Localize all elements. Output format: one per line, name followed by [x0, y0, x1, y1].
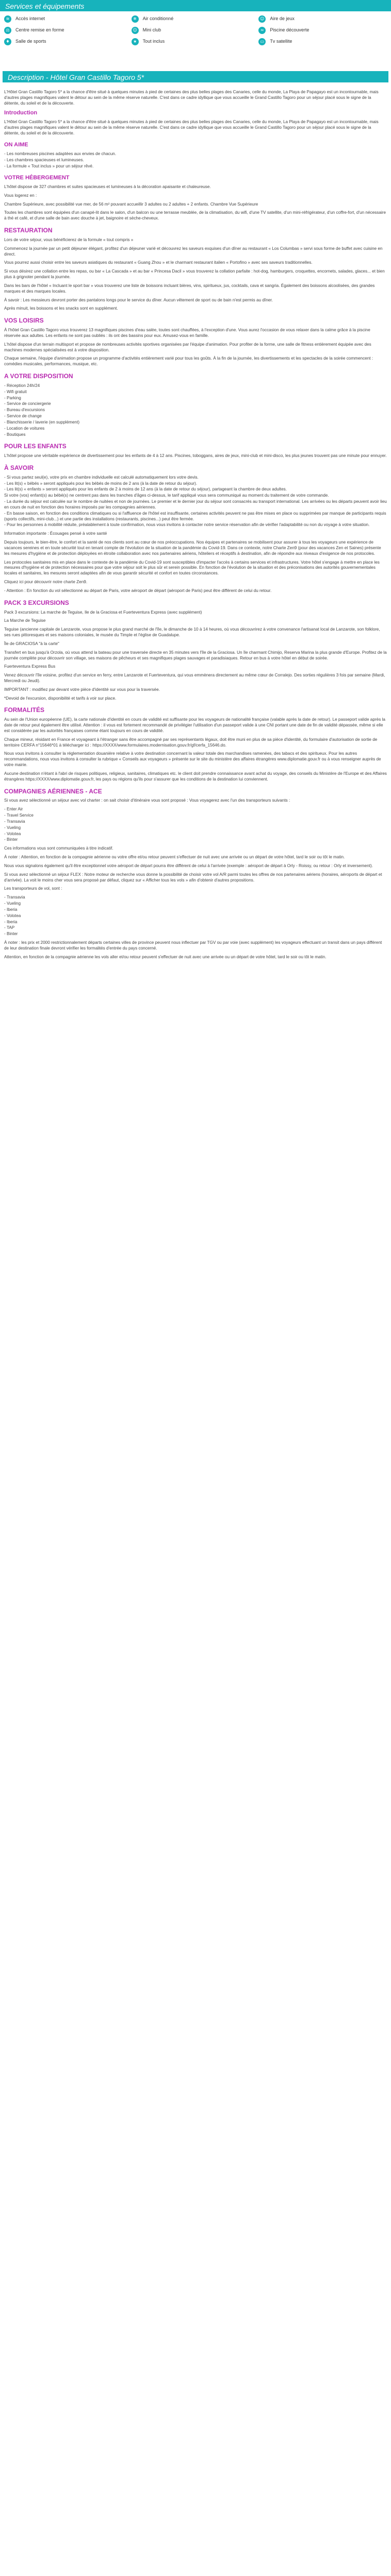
service-item [258, 38, 386, 45]
pool-icon: ≈ [258, 27, 266, 34]
list-item: - Vueling [4, 825, 21, 830]
services-banner: Services et équipements [0, 0, 391, 11]
kids-club-icon: ☺ [132, 27, 139, 34]
service-item [258, 15, 386, 23]
service-item [258, 27, 386, 34]
list-item: - Les lit(s) « enfants » seront appliqués pour les enfants de 2 à moins de 12 ans (à la date de retour du séjour), partageant la chambre de deux adultes. [4, 487, 287, 492]
list-item: - Transavia [4, 819, 25, 824]
intro-paragraph: L'Hôtel Gran Castillo Tagoro 5* a la chance d'être situé à quelques minutes à pied de certaines des plus belles plages des Canaries, celle du monde, La Playa de Papagayo est un incontournable, mais d'autres plages magnifiques valent le détour au sein de la même réserve naturelle. C'est dans ce cadre idyllique que vous accueille le Grand Castillo Tagoro pour un séjour placé sous le signe de la détente, du soleil et de la découverte. [4, 90, 379, 106]
formalites-paragraph: Au sein de l'Union européenne (UE), la carte nationale d'identité en cours de validité est suffisante pour les voyageurs de nationalité française (valable après la date de retour). Le passeport valide après la date de retour peut également être utilisé. Attention : il vous est fortement recommandé de privilégier l'utilisation d'un passeport valide à une CNI portant une date de fin de validité dépassée, même si elle est considérée par les autorités françaises comme étant toujours en cours de validité. [4, 717, 385, 733]
playground-icon: ☺ [258, 15, 266, 23]
formalites-paragraph: Chaque mineur, résidant en France et voyageant à l'étranger sans être accompagné par ses représentants légaux, doit être muni en plus de sa pièce d'identité, du formulaire d'autorisation de sortie de territoire CERFA n°15646*01 à télécharger ici : https://XXXX/www.formulaires.modernisation.gouv.fr/gf/cerfa_15646.do. [4, 737, 378, 748]
list-item: - Binter [4, 837, 18, 842]
introduction-heading: Introduction [4, 110, 38, 116]
disposition-heading: A VOTRE DISPOSITION [4, 372, 73, 380]
list-item: - Les chambres spacieuses et lumineuses. [4, 157, 84, 162]
restauration-paragraph: Dans les bars de l'hôtel « Incluant le sport bar » vous trouverez une liste de boissons incluant bières, vins, spiritueux, jus, cocktails, cava et sangria. Également des boissons alcoolisées, des grandes marques et des marques locales. [4, 283, 375, 294]
description-content [0, 90, 391, 960]
service-label: Centre remise en forme [15, 27, 64, 33]
asavoir-paragraph: Les protocoles sanitaires mis en place dans le contexte de la pandémie du Covid-19 sont susceptibles d'impacter l'accès à certains services et infrastructures. Votre hôtel s'engage à mettre en place les mesures d'hygiène et de protection nécessaires pour que votre séjour soit le plus sûr et serein possible. En fonction de l'évolution de la situation et des préconisations des autorités gouvernementales locales et sanitaires, les mesures seront adaptées afin de vous garantir sécurité et confort en toutes circonstances. [4, 560, 380, 576]
list-item: - Les lit(s) « bébés » seront appliqués pour les bébés de moins de 2 ans (à la date de retour du séjour). [4, 481, 198, 486]
compagnies-paragraph: Si vous avez sélectionné un séjour FLEX : Notre moteur de recherche vous donne la possibilité de choisir votre vol A/R parmi toutes les offres de nos partenaires aériens (horaires, aéroports de départ et d'arrivée). La voit le moins cher vous sera proposé par défaut, cliquez sur « Afficher tous les vols » afin d'obtenir d'autres propositions. [4, 872, 382, 883]
formalites-heading: FORMALITÉS [4, 706, 44, 714]
asavoir-list [4, 475, 387, 528]
enfants-heading: POUR LES ENFANTS [4, 443, 67, 450]
service-item [4, 38, 132, 45]
fitness-icon: ⚖ [4, 27, 11, 34]
excursions-paragraph: Fuerteventura Express Bus [4, 664, 56, 669]
list-item: - En basse saison, en fonction des conditions climatiques ou si l'affluence de l'hôtel est insuffisante, certaines activités peuvent ne pas être mises en place ou supprimées par manque de participants requis (sports collectifs, mini-club...) et une partie des installations (restaurants, piscines...) peut être fermée. [4, 511, 386, 521]
carrier-list-charter [4, 807, 387, 843]
enfants-paragraph: L'hôtel propose une véritable expérience de divertissement pour les enfants de 4 à 12 ans. Piscines, toboggans, aires de jeux, mini-club et mini-disco, les plus jeunes trouvent pas une minute pour ennuyer. [4, 453, 387, 459]
list-item: - Bureau d'excursions [4, 408, 45, 413]
list-item: - Service de change [4, 414, 42, 419]
service-label: Tv satellite [270, 39, 292, 44]
list-item: - Boutiques [4, 432, 26, 437]
compagnies-paragraph: Si vous avez sélectionné un séjour avec vol charter : on sait choisir d'itinéraire vous sont proposé : Vous voyagerez avec l'un des transporteurs suivants : [4, 798, 290, 803]
introduction-paragraph: L'Hôtel Gran Castillo Tagoro 5* a la chance d'être situé à quelques minutes à pied de certaines des plus belles plages des Canaries, celle du monde, La Playa de Papagayo est un incontournable, mais d'autres plages magnifiques valent le détour au sein de la même réserve naturelle. C'est dans ce cadre idyllique que vous accueille le Grand Castillo Tagoro pour un séjour placé sous le signe de la détente, du soleil et de la découverte. [4, 120, 379, 135]
hebergement-heading: VOTRE HÉBERGEMENT [4, 175, 70, 181]
asavoir-paragraph: Depuis toujours, le bien-être, le confort et la santé de nos clients sont au cœur de nos préoccupations. Nos équipes et partenaires se mobilisent pour assurer à tous les voyageurs une expérience de vacances sereines et en toute sécurité tout en tenant compte de l'évolution de la situation de la pandémie du Covid-19. Dans ce contexte, notre Charte Zen9 (pour des vacances Zen et Saines) présente les mesures d'hygiène et de protection déployées en étroite collaboration avec nos partenaires aériens, hôteliers et réceptifs à destination, afin de répondre aux niveaux d'exigence de nos protocoles. [4, 540, 381, 556]
list-item: Si votre (vos) enfant(s) au bébé(s) ne centrent pas dans les tranches d'âges ci-dessus, le tarif appliqué vous sera communiqué au moment du traitement de votre commande. [4, 493, 329, 498]
list-item: - Location de voitures [4, 426, 45, 431]
hebergement-paragraph: Vous logerez en : [4, 193, 37, 198]
hebergement-paragraph: Chambre Supérieure, avec possibilité vue mer, de 56 m² pouvant accueillir 3 adultes ou 2 adultes + 2 enfants. Chambre Vue Supérieure [4, 201, 258, 207]
restauration-paragraph: Lors de votre séjour, vous bénéficierez de la formule « tout compris » [4, 237, 134, 242]
service-label: Aire de jeux [270, 16, 295, 22]
list-item: - Travel Service [4, 813, 34, 818]
excursions-paragraph: La Marche de Teguise [4, 618, 46, 623]
compagnies-paragraph: À noter : Attention, en fonction de la compagnie aérienne ou votre offre et/ou retour peuvent s'effectuer de nuit avec une arrivée ou un départ de votre hôtel, tard le soir ou tôt le matin. [4, 855, 345, 860]
all-inclusive-icon: ★ [132, 38, 139, 45]
service-item [4, 15, 132, 23]
asavoir-paragraph: - Attention : En fonction du vol sélectionné au départ de Paris, votre aéroport de départ (aéroport de Paris) peut être différent de celui du retour. [4, 588, 272, 593]
loisirs-paragraph: Chaque semaine, l'équipe d'animation propose un programme d'activités entièrement varié pour tous les goûts. À la fin de la journée, les divertissements et les spectacles de la soirée commencent : comédies musicales, performances, musique, etc. [4, 356, 373, 367]
list-item: - Iberia [4, 907, 18, 912]
list-item: - Wifi gratuit [4, 389, 27, 394]
list-item: - Binter [4, 931, 18, 937]
list-item: - Iberia [4, 919, 18, 924]
hebergement-paragraph: Toutes les chambres sont équipées d'un canapé-lit dans le salon, d'un balcon ou une terrasse meublée, de la climatisation, du wifi, d'une TV satellite, d'un mini-réfrigérateur, d'un coffre-fort, d'un nécessaire à thé et café, et d'une salle de bain avec douche à jet, baignoire et sèche-cheveux. [4, 210, 386, 221]
compagnies-paragraph: Ces informations vous sont communiquées à titre indicatif. [4, 846, 113, 851]
list-item: - Volotea [4, 913, 21, 918]
list-item: - Réception 24h/24 [4, 383, 40, 388]
compagnies-paragraph: À noter : les prix et 2000 restrictionnalement départs certaines villes de province peuvent nous inflectuer par TGV ou par voie (avec supplément) les voyageurs effectuant un transit dans un pays différent de leur destination finale devront vérifier les formalités d'entrée du pays concerné. [4, 940, 382, 951]
restauration-paragraph: À savoir : Les messieurs devront porter des pantalons longs pour le service du dîner. Aucun vêtement de sport ou de bain n'est permis au dîner. [4, 297, 273, 302]
charte-zen-link[interactable]: Cliquez ici pour découvrir notre charte Zen9. [4, 580, 88, 585]
snowflake-icon: ❄ [132, 15, 139, 23]
excursions-paragraph: Transfert en bus jusqu'à Orzola, où vous attend la bateau pour une traversée directe en 35 minutes vers l'île de la Graciosa. Un île charmant Chimijo, Reserva Marina la plus grande d'Europe. Profitez de la journée complète pour découvrir son village, ses maisons de pêcheurs et ses magnifiques plages sauvages et paradisiaques. Retour en bus à votre hôtel en début de soirée. [4, 650, 387, 660]
disposition-list [4, 383, 387, 437]
on-aime-heading: ON AIME [4, 142, 28, 148]
on-aime-list [4, 151, 387, 169]
compagnies-paragraph: Nous vous signalons également qu'il être exceptionnel votre aéroport de départ pourra être différent de celui à l'arrivée (exemple : aéroport de départ à Orly - Roissy, ou retour : Orly et inversement). [4, 863, 373, 868]
list-item: - Les nombreuses piscines adaptées aux envies de chacun. [4, 151, 117, 156]
excursions-paragraph: Teguise (ancienne capitale de Lanzarote, vous propose le plus grand marché de l'île, le dimanche de 10 à 14 heures, où vous découvrirez à votre convenance l'artisanat local de Lanzarote, son folklore, ses rues pittoresques et ses maisons coloniales, le musée du Timple et l'église de Guadalupe. [4, 627, 380, 638]
restauration-paragraph: Vous pourrez aussi choisir entre les saveurs asiatiques du restaurant « Guang Zhou » et le charmant restaurant italien « Portofino » avec ses saveurs traditionnelles. [4, 260, 313, 265]
formalites-paragraph: Aucune destination n'étant à l'abri de risques politiques, religieux, sanitaires, climatiques etc. le client doit prendre connaissance avant achat du voyage, des conseils du Ministère de l'Europe et des Affaires étrangères https://XXXX/www.diplomatie.gouv.fr, les pays ou régions qu'ils pour s'assurer que les conditions de la destination lui conviennent. [4, 771, 387, 782]
service-label: Salle de sports [15, 39, 46, 44]
loisirs-paragraph: L'hôtel dispose d'un terrain multisport et propose de nombreuses activités sportives organisées par l'équipe d'animation. Pour profiter de la forme, une salle de fitness entièrement équipée avec des machines modernes spécialisées est à votre disposition. [4, 342, 371, 352]
service-item [132, 27, 259, 34]
service-item [4, 27, 132, 34]
list-item: - La formule « Tout inclus » pour un séjour rêvé. [4, 163, 94, 168]
list-item: - Volotea [4, 831, 21, 836]
list-item: - Service de conciergerie [4, 401, 51, 406]
excursions-paragraph: Pack 3 excursions: La marche de Teguise, Ile de la Graciosa et Fuerteventura Express (avec supplément) [4, 609, 202, 615]
restauration-paragraph: Commencez la journée par un petit déjeuner élégant, profitez d'un déjeuner varié et découvrez les saveurs exquises d'un dîner au restaurant « Los Columbas » servi sous forme de buffet avec cuisine en direct. [4, 246, 383, 257]
service-label: Mini club [142, 27, 161, 33]
asavoir-paragraph: Information importante : Écouages pensé à votre santé [4, 531, 107, 536]
excursions-paragraph: Île de GRACIOSA "à la carte" [4, 641, 59, 646]
compagnies-paragraph: Attention, en fonction de la compagnie aérienne les vols aller et/ou retour peuvent s'effectuer de nuit avec une arrivée ou un départ de votre hôtel, tard le soir ou tôt le matin. [4, 954, 327, 959]
list-item: - TAP [4, 925, 15, 930]
hebergement-paragraph: L'hôtel dispose de 327 chambres et suites spacieuses et lumineuses à la décoration apaisante et chaleureuse. [4, 184, 211, 189]
service-label: Tout inclus [142, 39, 165, 44]
compagnies-heading: COMPAGNIES AÉRIENNES - ACE [4, 787, 102, 795]
restauration-paragraph: Après minuit, les boissons et les snacks sont en supplément. [4, 306, 118, 311]
excursions-paragraph: *Devoid de l'excursion, disponibilité et tarifs à voir sur place. [4, 696, 117, 701]
list-item: - Transavia [4, 895, 25, 900]
excursions-paragraph: IMPORTANT : modifiez par devant votre pièce d'identité sur vous pour la traversée. [4, 687, 160, 692]
restauration-heading: RESTAURATION [4, 227, 53, 234]
restauration-paragraph: Si vous désirez une collation entre les repas, ou bar « La Cascada » et au bar « Princesa Dacil » vous trouverez la collation parfaite : hot-dog, hamburgers, croquettes, encornets, salades, glaces... et bien plus à grignoter pendant la journée. [4, 269, 385, 280]
gym-icon: ♦ [4, 38, 11, 45]
excursions-paragraph: Venez découvrir l'île voisine, profitez d'un service en ferry, entre Lanzarote et Fuerteventura, qui vous emmènera directement au même cœur de Corralejo. Des sorties régulières 3 fois par semaine (Mardi, Mercredi ou Jeudi). [4, 673, 385, 683]
service-label: Accès internet [15, 16, 45, 22]
wifi-icon: ≋ [4, 15, 11, 23]
list-item: - Pour les personnes à mobilité réduite, préalablement à toute confirmation, nous vous invitons à contacter notre service réservation afin de vérifier l'adaptabilité ou non du voyage à votre situation. [4, 522, 370, 528]
carrier-list-flex [4, 895, 387, 937]
excursions-heading: PACK 3 EXCURSIONS [4, 599, 69, 606]
list-item: - Blanchisserie / laverie (en supplément) [4, 419, 80, 425]
list-item: - La durée du séjour est calculée sur le nombre de nuitées et non de journées. Le premier et le dernier jour du séjour sont consacrés au transport international. Les arrivées ou les départs peuvent avoir lieu en cours de nuit en fonction des horaires imposés par les compagnies aériennes. [4, 499, 387, 510]
service-label: Piscine découverte [270, 27, 309, 33]
list-item: - Enter Air [4, 807, 23, 812]
list-item: - Si vous partez seul(e), votre prix en chambre individuelle est calculé automatiquement lors votre devis. [4, 474, 199, 480]
description-banner: Description - Hôtel Gran Castillo Tagoro 5* [3, 71, 388, 82]
service-item [132, 15, 259, 23]
service-label: Air conditionné [142, 16, 174, 22]
tv-icon: ▭ [258, 38, 266, 45]
loisirs-heading: VOS LOISIRS [4, 317, 44, 325]
service-item [132, 38, 259, 45]
services-grid [0, 11, 391, 50]
list-item: - Vueling [4, 901, 21, 906]
list-item: - Parking [4, 395, 21, 400]
loisirs-paragraph: À l'hôtel Gran Castillo Tagoro vous trouverez 13 magnifiques piscines d'eau salée, toutes sont chauffées, à l'exception d'une. Vous aurez l'occasion de vous relaxer dans la calme grâce à la piscine réservée aux adultes. Les enfants ne sont pas oubliés : ils ont des bassins pour eux. Amusez-vous en famille. [4, 328, 370, 338]
formalites-paragraph: Nous vous invitons à consulter la réglementation douanière relative à votre destination concernant la valeur totale des marchandises ramenées, des tabacs et des spiritueux. Pour les autres recommandations, nous vous invitons à consulter la rubrique « Conseils aux voyageurs » présente sur le site du ministère des affaires étrangères www.diplomatie.gouv.fr ou à vous renseigner auprès de votre mairie. [4, 751, 381, 768]
compagnies-paragraph: Les transporteurs de vol, sont : [4, 886, 62, 891]
asavoir-heading: À SAVOIR [4, 464, 34, 471]
